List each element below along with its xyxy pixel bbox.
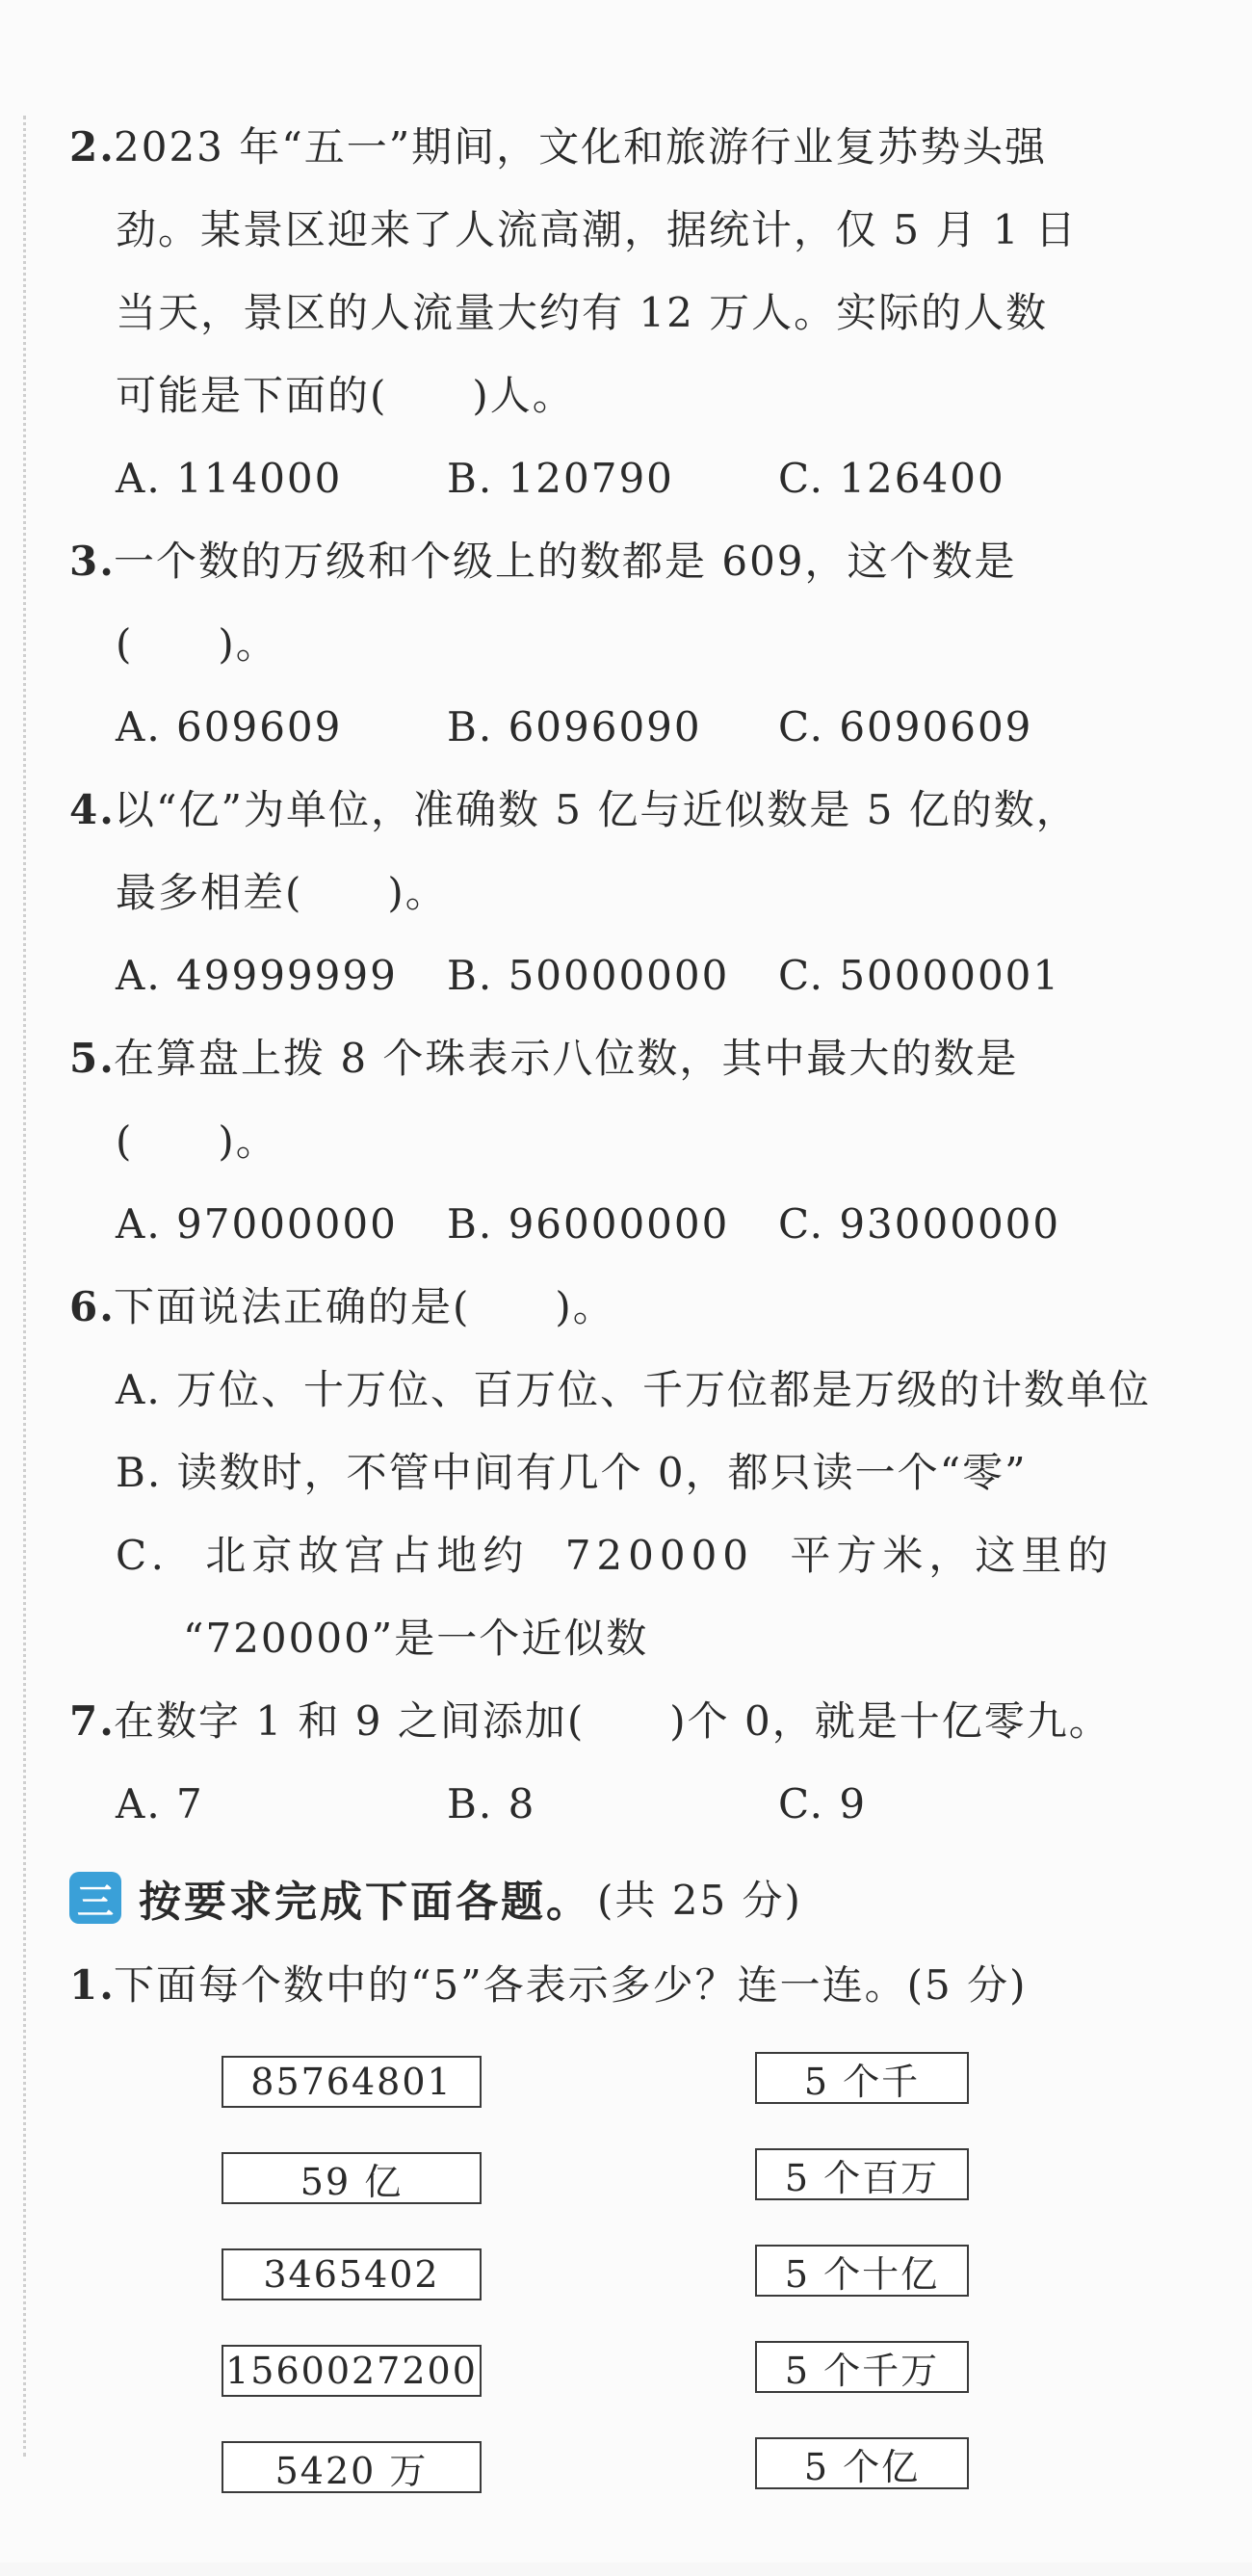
matching-grid [69, 2037, 1109, 2576]
meaning-box[interactable]: 5 个千万 [755, 2341, 969, 2393]
answer-options [69, 1183, 1109, 1266]
question-number: 2. [69, 123, 116, 171]
question-text: 可能是下面的( )人。 [116, 372, 575, 419]
question-2 [69, 106, 1109, 520]
answer-options [69, 437, 1109, 520]
section-number-badge: 三 [69, 1872, 121, 1924]
question-number: 7. [69, 1697, 116, 1745]
option-b[interactable]: B. 50000000 [447, 952, 730, 999]
option-c[interactable]: C. 9 [778, 1780, 868, 1827]
question-text: 在算盘上拨 8 个珠表示八位数，其中最大的数是 [114, 1035, 1019, 1082]
option-c[interactable]: C. 126400 [778, 455, 1005, 502]
statement-b[interactable]: B. 读数时，不管中间有几个 0，都只读一个“零” [116, 1449, 1028, 1496]
question-5 [69, 1017, 1109, 1266]
matching-question [69, 1944, 1109, 2576]
section-title: 按要求完成下面各题。 [139, 1878, 591, 1927]
number-box[interactable]: 59 亿 [222, 2152, 482, 2204]
question-3 [69, 520, 1109, 769]
question-text: 劲。某景区迎来了人流高潮，据统计，仅 5 月 1 日 [116, 206, 1078, 253]
option-a[interactable]: A. 609609 [116, 703, 343, 750]
question-number: 4. [69, 786, 116, 833]
number-box[interactable]: 85764801 [222, 2056, 482, 2108]
option-c[interactable]: C. 6090609 [778, 703, 1033, 750]
option-b[interactable]: B. 120790 [447, 455, 674, 502]
section-score: (共 25 分) [597, 1877, 802, 1924]
question-text: 下面每个数中的“5”各表示多少？连一连。(5 分) [114, 1961, 1028, 2009]
number-box[interactable]: 1560027200 [222, 2345, 482, 2397]
meaning-box[interactable]: 5 个千 [755, 2052, 969, 2104]
statement-a[interactable]: A. 万位、十万位、百万位、千万位都是万级的计数单位 [116, 1366, 1152, 1413]
question-text: 当天，景区的人流量大约有 12 万人。实际的人数 [116, 289, 1049, 336]
question-number: 6. [69, 1283, 116, 1330]
question-text: 一个数的万级和个级上的数都是 609，这个数是 [114, 538, 1017, 585]
question-6 [69, 1266, 1152, 1680]
question-text: 在数字 1 和 9 之间添加( )个 0，就是十亿零九。 [114, 1697, 1111, 1745]
question-number: 3. [69, 538, 116, 585]
option-c[interactable]: C. 50000001 [778, 952, 1061, 999]
number-box[interactable]: 3465402 [222, 2248, 482, 2300]
option-a[interactable]: A. 7 [116, 1780, 204, 1827]
option-a[interactable]: A. 97000000 [116, 1200, 398, 1248]
answer-options [69, 1763, 1109, 1846]
question-text: 下面说法正确的是( )。 [114, 1283, 615, 1330]
meaning-box[interactable]: 5 个十亿 [755, 2245, 969, 2297]
question-4 [69, 769, 1109, 1017]
statement-c-continued: “720000”是一个近似数 [183, 1615, 649, 1662]
question-text: 最多相差( )。 [116, 869, 448, 916]
option-b[interactable]: B. 6096090 [447, 703, 702, 750]
option-b[interactable]: B. 96000000 [447, 1200, 730, 1248]
question-text: ( )。 [116, 1117, 278, 1165]
question-number: 5. [69, 1035, 116, 1082]
meaning-box[interactable]: 5 个百万 [755, 2148, 969, 2200]
answer-options [69, 686, 1109, 769]
section-3-header [69, 1852, 1109, 1944]
question-7 [69, 1680, 1109, 1846]
question-number: 1. [69, 1961, 116, 2009]
answer-options [69, 934, 1109, 1017]
number-box[interactable]: 5420 万 [222, 2441, 482, 2493]
question-text: 2023 年“五一”期间，文化和旅游行业复苏势头强 [114, 123, 1048, 171]
question-text: 以“亿”为单位，准确数 5 亿与近似数是 5 亿的数， [114, 786, 1079, 833]
option-a[interactable]: A. 49999999 [116, 952, 398, 999]
question-text: ( )。 [116, 620, 278, 668]
option-b[interactable]: B. 8 [447, 1780, 536, 1827]
worksheet-content [69, 106, 1152, 2576]
meaning-box[interactable]: 5 个亿 [755, 2437, 969, 2489]
margin-dotted-rule [23, 116, 26, 2457]
option-c[interactable]: C. 93000000 [778, 1200, 1061, 1248]
statement-c[interactable]: C. 北京故宫占地约 720000 平方米，这里的 [116, 1532, 1114, 1579]
option-a[interactable]: A. 114000 [116, 455, 343, 502]
